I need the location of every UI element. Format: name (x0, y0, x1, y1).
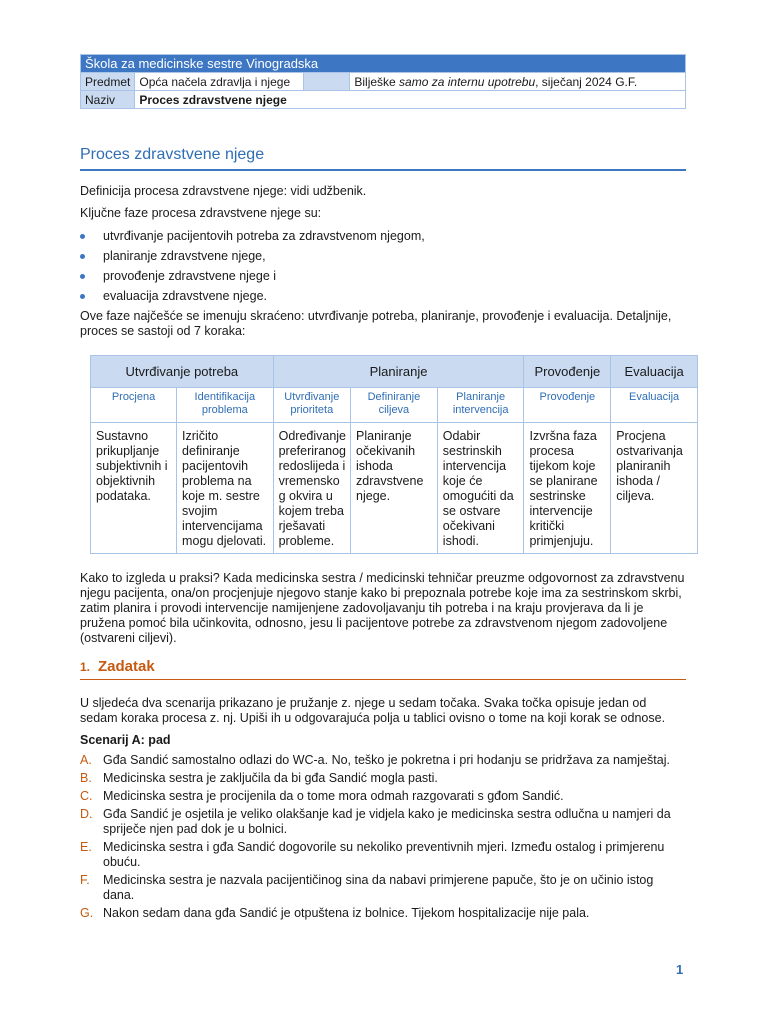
step-description: Izvršna faza procesa tijekom koje se planirane sestrinske intervencije kritički primjenjuju. (524, 423, 611, 554)
step-name: Planiranje intervencija (437, 388, 524, 423)
step-description: Planiranje očekivanih ishoda zdravstvene njege. (351, 423, 438, 554)
section-title: Proces zdravstvene njege (80, 146, 686, 171)
item-text: Medicinska sestra je zaključila da bi gđa Sandić mogla pasti. (103, 771, 438, 785)
item-letter: G. (80, 906, 94, 920)
list-item (80, 873, 686, 903)
group-header-planning: Planiranje (273, 356, 524, 388)
school-name: Škola za medicinske sestre Vinogradska (81, 55, 686, 73)
list-item-text: planiranje zdravstvene njege, (103, 249, 266, 263)
step-description: Odabir sestrinskih intervencija koje će omogućiti da se ostvare očekivani ishodi. (437, 423, 524, 554)
group-header-implementation: Provođenje (524, 356, 611, 388)
header-spacer (304, 73, 350, 91)
phases-intro: Ključne faze procesa zdravstvene njege su: (80, 206, 322, 220)
scenario-items (80, 753, 686, 921)
usage-note-prefix: Bilješke (354, 74, 400, 89)
item-text: Gđa Sandić samostalno odlazi do WC-a. No, teško je pokretna i pri hodanju se pridržava za namještaj. (103, 753, 670, 767)
list-item (80, 807, 686, 837)
list-item (80, 906, 686, 921)
item-text: Medicinska sestra je nazvala pacijentičinog sina da nabavi primjerene papuče, što je on učinio istog dana. (103, 873, 654, 902)
name-value: Proces zdravstvene njege (135, 91, 686, 109)
usage-note-italic: samo za internu upotrebu (399, 74, 536, 89)
step-description: Sustavno prikupljanje subjektivnih i objektivnih podataka. (91, 423, 177, 554)
scenario-title: Scenarij A: pad (80, 733, 171, 747)
step-description: Procjena ostvarivanja planiranih ishoda / ciljeva. (611, 423, 698, 554)
task-heading (80, 658, 686, 680)
task-instructions: U sljedeća dva scenarija prikazano je pružanje z. njege u sedam točaka. Svaka točka opisuje jedan od sedam koraka procesa z. nj. Upiši ih u odgovarajuća polja u tablici ovisno o tome na koji korak se odnose. (80, 696, 666, 725)
step-name: Utvrđivanje prioriteta (273, 388, 350, 423)
page-number: 1 (676, 962, 684, 977)
item-letter: B. (80, 771, 92, 785)
list-item (80, 249, 686, 264)
task-title: Zadatak (98, 658, 155, 675)
step-name: Definiranje ciljeva (351, 388, 438, 423)
step-name: Provođenje (524, 388, 611, 423)
group-header-assessment: Utvrđivanje potreba (91, 356, 274, 388)
item-text: Medicinska sestra i gđa Sandić dogovorile su nekoliko preventivnih mjeri. Između ostalog i primjerenu obuću. (103, 840, 665, 869)
item-letter: E. (80, 840, 92, 854)
usage-note (350, 73, 686, 91)
step-name: Evaluacija (611, 388, 698, 423)
process-steps-table (90, 355, 698, 554)
name-label: Naziv (81, 91, 135, 109)
definition-paragraph: Definicija procesa zdravstvene njege: vidi udžbenik. (80, 184, 367, 198)
bullet-icon (80, 234, 85, 239)
item-letter: C. (80, 789, 93, 803)
step-description: Određivanje preferiranog redoslijeda i vremensko g okvira u kojem treba rješavati probleme. (273, 423, 350, 554)
list-item (80, 269, 686, 284)
phase-list (80, 229, 686, 304)
item-letter: D. (80, 807, 93, 821)
document-page (80, 54, 686, 924)
list-item (80, 289, 686, 304)
list-item (80, 229, 686, 244)
subject-label: Predmet (81, 73, 135, 91)
list-item (80, 771, 686, 786)
usage-note-suffix: , siječanj 2024 G.F. (535, 74, 638, 89)
bullet-icon (80, 274, 85, 279)
subject-value: Opća načela zdravlja i njege (135, 73, 304, 91)
list-item-text: evaluacija zdravstvene njege. (103, 289, 267, 303)
list-item-text: utvrđivanje pacijentovih potreba za zdravstvenom njegom, (103, 229, 425, 243)
list-item (80, 753, 686, 768)
list-item (80, 840, 686, 870)
step-description: Izričito definiranje pacijentovih problema na koje m. sestre svojim intervencijama mogu djelovati. (177, 423, 274, 554)
item-text: Medicinska sestra je procijenila da o tome mora odmah razgovarati s gđom Sandić. (103, 789, 564, 803)
bullet-icon (80, 254, 85, 259)
phases-summary: Ove faze najčešće se imenuju skraćeno: utvrđivanje potreba, planiranje, provođenje i evaluacija. Detaljnije, proces se sastoji od 7 koraka: (80, 309, 672, 338)
task-number: 1. (80, 660, 91, 674)
step-name: Identifikacija problema (177, 388, 274, 423)
item-text: Gđa Sandić je osjetila je veliko olakšanje kad je vidjela kako je medicinska sestra odlučna u namjeri da spriječe njen pad dok je u bolnici. (103, 807, 671, 836)
group-header-evaluation: Evaluacija (611, 356, 698, 388)
document-header-table (80, 54, 686, 109)
practice-paragraph: Kako to izgleda u praksi? Kada medicinska sestra / medicinski tehničar preuzme odgovornost za zdravstvenu njegu pacijenta, ona/on procjenjuje njegovo stanje kako bi prepoznala potrebe koje ima za sestrinskom skrbi, zatim planira i provodi intervencije namijenjene zadovoljavanju tih potreba i na kraju provjerava da li je pružena pomoć bila učinkovita, odnosno, jesu li pacijentove potrebe za zdravstvenom njegom zadovoljene (ostvareni ciljevi). (80, 571, 685, 645)
list-item (80, 789, 686, 804)
item-letter: F. (80, 873, 90, 887)
item-letter: A. (80, 753, 92, 767)
list-item-text: provođenje zdravstvene njege i (103, 269, 277, 283)
bullet-icon (80, 294, 85, 299)
item-text: Nakon sedam dana gđa Sandić je otpuštena iz bolnice. Tijekom hospitalizacije nije pala. (103, 906, 590, 920)
step-name: Procjena (91, 388, 177, 423)
